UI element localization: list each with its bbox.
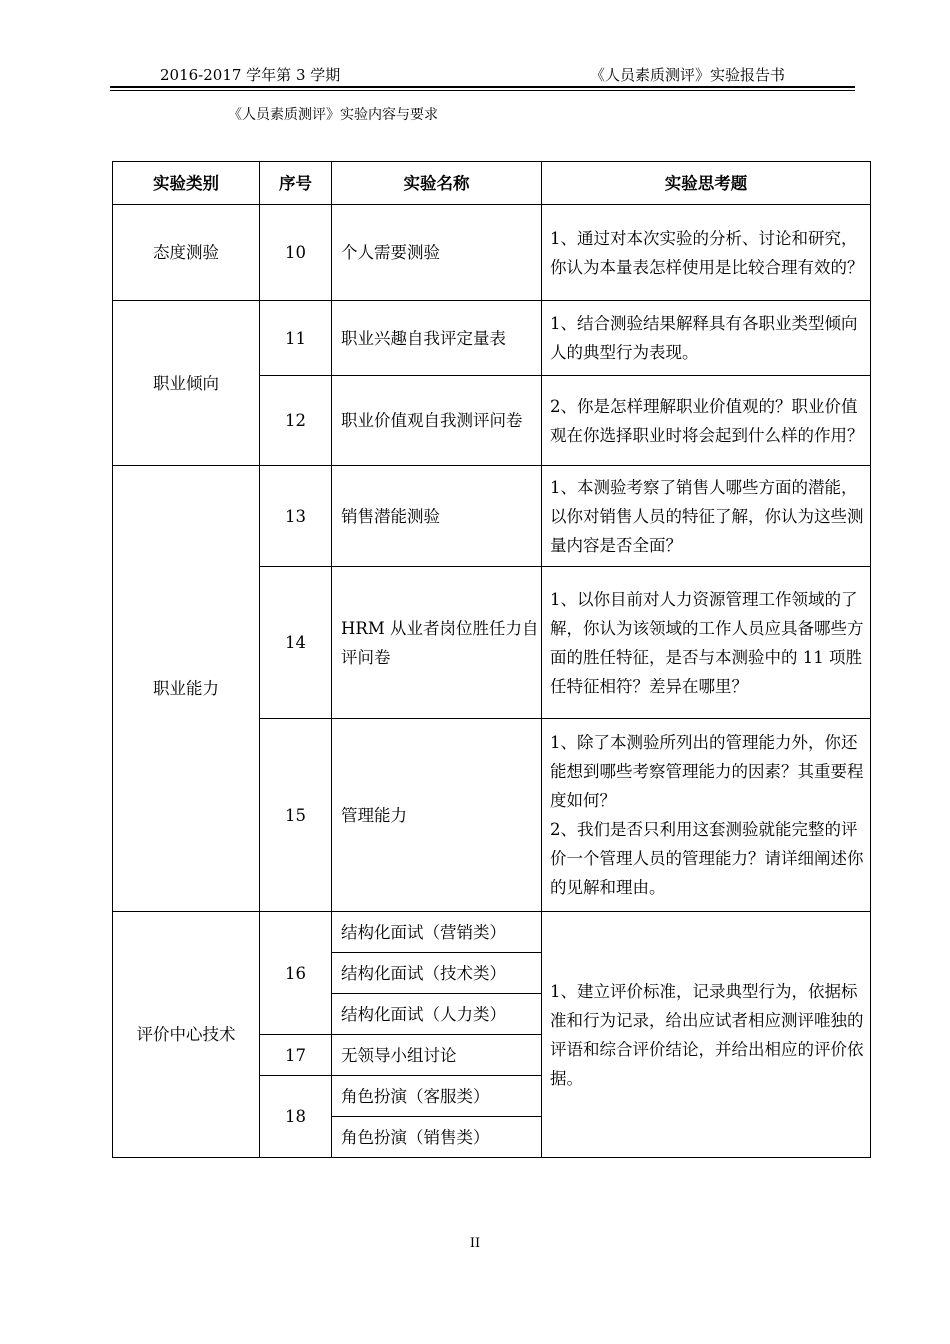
table-row (113, 912, 871, 953)
table-caption: 《人员素质测评》实验内容与要求 (228, 107, 438, 123)
header-report-title: 《人员素质测评》实验报告书 (590, 66, 786, 84)
name-cell: 职业兴趣自我评定量表 (332, 301, 542, 376)
header-rule-thick (110, 86, 855, 88)
name-cell: 结构化面试（营销类） (332, 912, 542, 953)
question-item: 2、我们是否只利用这套测验就能完整的评价一个管理人员的管理能力？请详细阐述你的见解和理由。 (550, 820, 864, 897)
table-header-row (113, 162, 871, 205)
header-term: 2016-2017 学年第 3 学期 (160, 66, 341, 84)
category-cell: 评价中心技术 (113, 912, 260, 1158)
number-cell: 18 (260, 1076, 332, 1158)
number-cell: 13 (260, 466, 332, 567)
table-row (113, 205, 871, 301)
name-cell: HRM 从业者岗位胜任力自评问卷 (332, 567, 542, 719)
number-cell: 11 (260, 301, 332, 376)
name-cell: 无领导小组讨论 (332, 1035, 542, 1076)
experiment-table (112, 161, 871, 1158)
question-cell: 1、以你目前对人力资源管理工作领域的了解，你认为该领域的工作人员应具备哪些方面的胜任特征，是否与本测验中的 11 项胜任特征相符？差异在哪里？ (542, 567, 871, 719)
number-cell: 10 (260, 205, 332, 301)
number-cell: 17 (260, 1035, 332, 1076)
table-row (113, 466, 871, 567)
name-cell: 角色扮演（销售类） (332, 1117, 542, 1158)
table-row (113, 301, 871, 376)
category-cell: 态度测验 (113, 205, 260, 301)
question-cell: 1、结合测验结果解释具有各职业类型倾向人的典型行为表现。 (542, 301, 871, 376)
number-cell: 16 (260, 912, 332, 1035)
question-item: 1、除了本测验所列出的管理能力外，你还能想到哪些考察管理能力的因素？其重要程度如何？ (550, 733, 864, 810)
number-cell: 15 (260, 719, 332, 912)
header-name: 实验名称 (332, 162, 542, 205)
name-cell: 销售潜能测验 (332, 466, 542, 567)
header-question: 实验思考题 (542, 162, 871, 205)
name-cell: 职业价值观自我测评问卷 (332, 376, 542, 466)
question-cell: 1、通过对本次实验的分析、讨论和研究，你认为本量表怎样使用是比较合理有效的？ (542, 205, 871, 301)
question-cell: 1、建立评价标准，记录典型行为，依据标准和行为记录，给出应试者相应测评唯独的评语和综合评价结论，并给出相应的评价依据。 (542, 912, 871, 1158)
name-cell: 结构化面试（技术类） (332, 953, 542, 994)
name-cell: 角色扮演（客服类） (332, 1076, 542, 1117)
name-cell: 个人需要测验 (332, 205, 542, 301)
header-category: 实验类别 (113, 162, 260, 205)
question-cell: 1、本测验考察了销售人哪些方面的潜能，以你对销售人员的特征了解，你认为这些测量内容是否全面？ (542, 466, 871, 567)
question-cell (542, 719, 871, 912)
number-cell: 12 (260, 376, 332, 466)
category-cell: 职业能力 (113, 466, 260, 912)
name-cell: 管理能力 (332, 719, 542, 912)
category-cell: 职业倾向 (113, 301, 260, 466)
page-number: II (469, 1236, 481, 1251)
number-cell: 14 (260, 567, 332, 719)
name-cell: 结构化面试（人力类） (332, 994, 542, 1035)
question-cell: 2、你是怎样理解职业价值观的？职业价值观在你选择职业时将会起到什么样的作用？ (542, 376, 871, 466)
header-rule-thin (110, 90, 855, 91)
header-number: 序号 (260, 162, 332, 205)
